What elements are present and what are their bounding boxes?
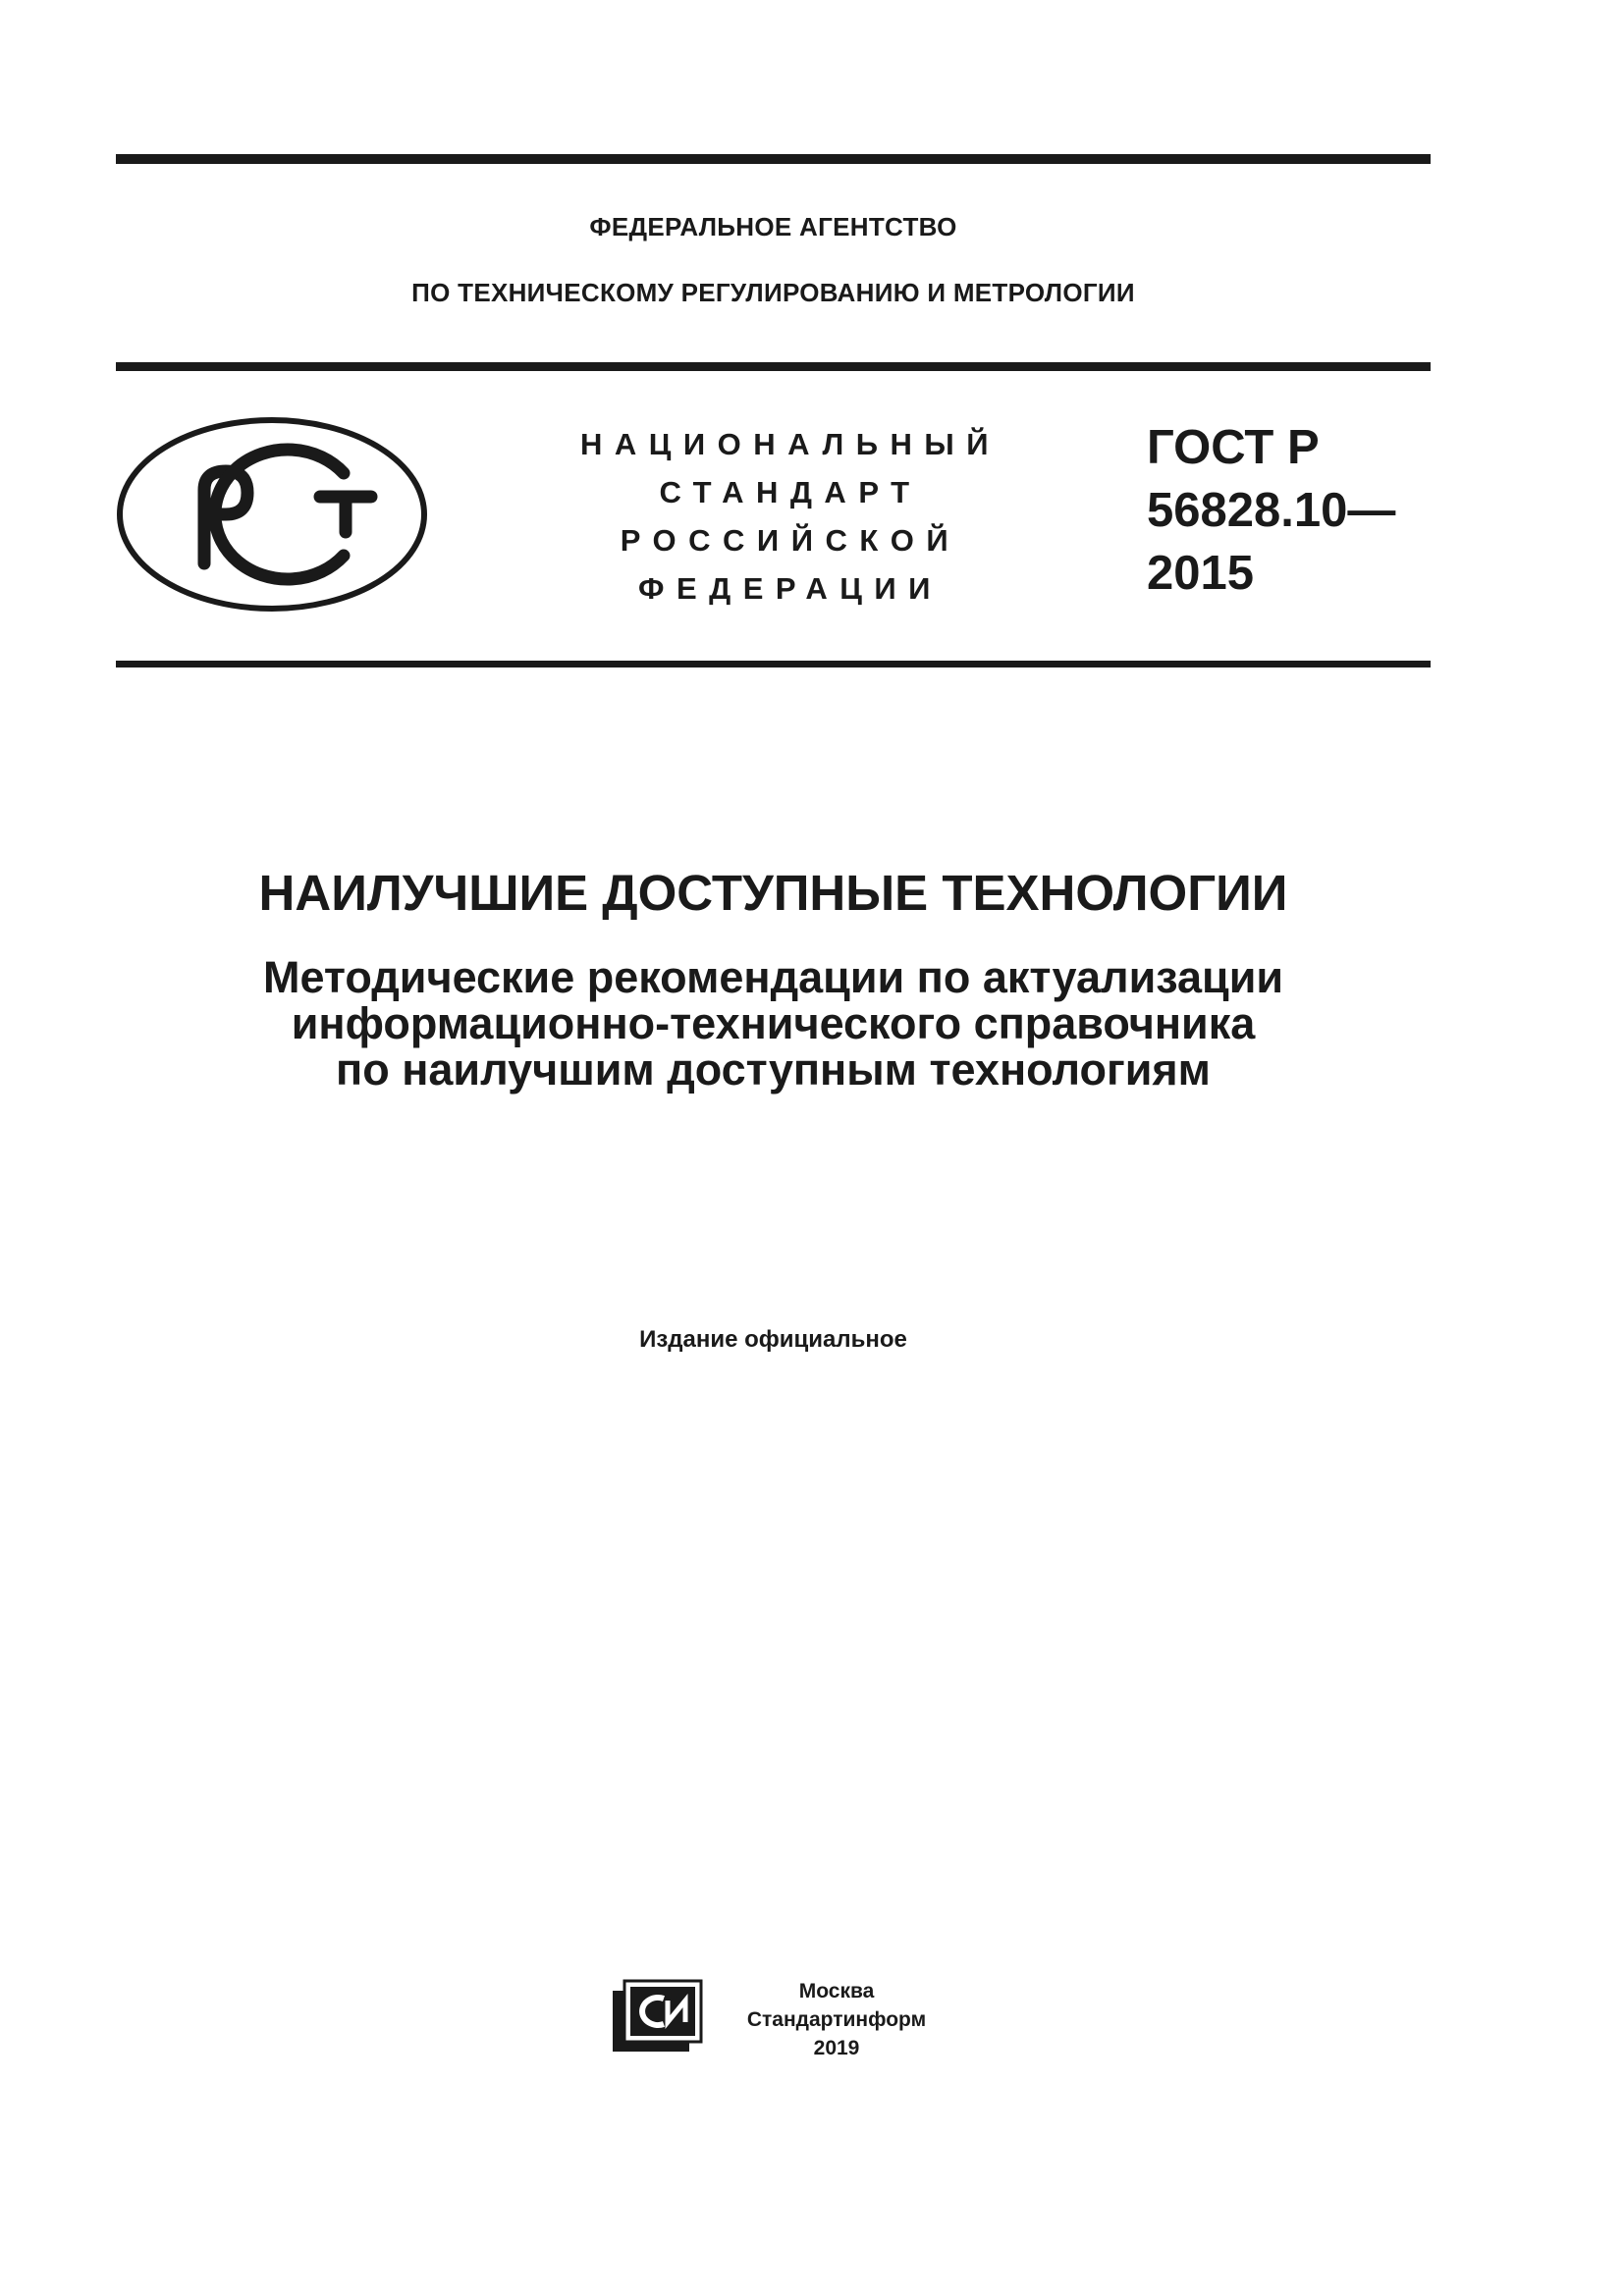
header-bottom-rule [116,362,1431,371]
edition-label: Издание официальное [639,1326,907,1353]
national-standard-line: ФЕДЕРАЦИИ [638,571,943,606]
designation-line: 2015 [1147,547,1255,600]
standartinform-logo-icon [611,1979,703,2054]
designation-line: ГОСТ Р [1147,421,1320,474]
gost-r-certification-logo-icon [116,416,428,613]
national-standard-line: НАЦИОНАЛЬНЫЙ [579,427,1001,461]
subtitle-line: по наилучшим доступным технологиям [336,1044,1211,1095]
publication-year: 2019 [813,2037,860,2059]
publisher-imprint [719,1977,954,2062]
national-standard-line: СТАНДАРТ [659,475,922,509]
publisher-name: Стандартинформ [746,2008,927,2031]
document-subtitle [116,954,1431,1093]
subtitle-line: Методические рекомендации по актуализации [262,952,1284,1002]
standard-block-bottom-rule [116,661,1431,667]
national-standard-label [550,420,1031,613]
subtitle-line: информационно-технического справочника [291,998,1256,1048]
designation-line: 56828.10— [1147,484,1396,537]
publisher-city: Москва [798,1980,875,2002]
standard-designation [1147,416,1395,605]
document-title: НАИЛУЧШИЕ ДОСТУПНЫЕ ТЕХНОЛОГИИ [258,865,1288,921]
agency-title-line-2: ПО ТЕХНИЧЕСКОМУ РЕГУЛИРОВАНИЮ И МЕТРОЛОГИИ [411,278,1135,307]
top-rule [116,154,1431,164]
national-standard-line: РОССИЙСКОЙ [620,523,961,558]
agency-title-line-1: ФЕДЕРАЛЬНОЕ АГЕНТСТВО [589,212,957,241]
